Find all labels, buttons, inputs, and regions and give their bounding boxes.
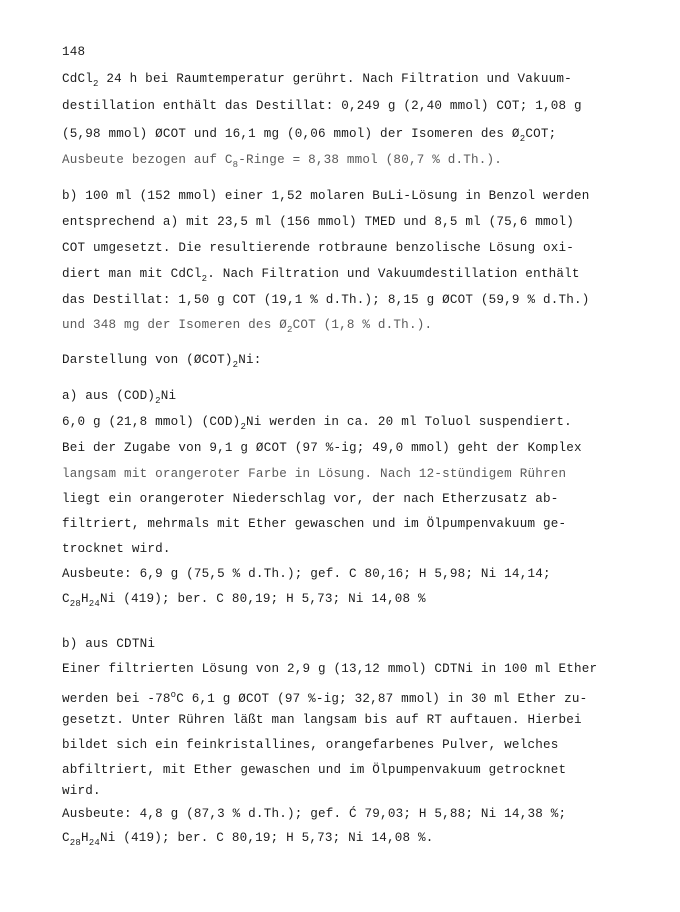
- text-line: [62, 783, 101, 799]
- text-line: [62, 414, 572, 435]
- text-line: [62, 292, 590, 308]
- text-run: b) aus CDTNi: [62, 637, 156, 651]
- text-run: das Destillat: 1,50 g COT (19,1 % d.Th.); 8,15 g ØCOT (59,9 % d.Th.): [62, 293, 590, 307]
- text-line: [62, 516, 566, 532]
- text-run: trocknet wird.: [62, 542, 171, 556]
- text-run: Darstellung von (ØCOT): [62, 353, 233, 367]
- text-run: H: [80, 831, 89, 845]
- text-run: Ni: [160, 389, 177, 403]
- text-run: und 348 mg der Isomeren des Ø: [62, 318, 287, 332]
- text-line: [62, 806, 566, 822]
- superscript: o: [170, 690, 177, 700]
- text-line: [62, 152, 502, 173]
- section-heading: [62, 352, 262, 373]
- text-line: [62, 98, 582, 114]
- text-run: C: [62, 592, 70, 606]
- text-run: 6,0 g (21,8 mmol) (COD): [62, 415, 241, 429]
- text-run: Bei der Zugabe von 9,1 g ØCOT (97 %-ig; 49,0 mmol) geht der Komplex: [62, 441, 582, 455]
- subscript: 2: [155, 396, 161, 406]
- text-run: Ni:: [238, 353, 262, 367]
- text-run: CdCl: [62, 72, 94, 86]
- text-run: C: [62, 831, 70, 845]
- text-run: a) aus (COD): [62, 389, 156, 403]
- text-run: 24 h bei Raumtemperatur gerührt. Nach Filtration und Vakuum-: [98, 72, 572, 86]
- text-line: [62, 440, 582, 456]
- text-line: [62, 566, 551, 582]
- subscript: 24: [88, 599, 100, 609]
- text-line: [62, 830, 434, 851]
- text-run: gesetzt. Unter Rühren läßt man langsam bis auf RT auftauen. Hierbei: [62, 713, 582, 727]
- text-run: COT (1,8 % d.Th.).: [292, 318, 433, 332]
- text-run: Ausbeute bezogen auf C: [62, 153, 233, 167]
- text-line: [62, 591, 426, 612]
- text-run: Ni (419); ber. C 80,19; H 5,73; Ni 14,08 %: [99, 592, 426, 606]
- text-run: bildet sich ein feinkristallines, orangefarbenes Pulver, welches: [62, 738, 559, 752]
- text-line: [62, 71, 572, 92]
- text-run: -Ringe = 8,38 mmol (80,7 % d.Th.).: [238, 153, 503, 167]
- text-run: filtriert, mehrmals mit Ether gewaschen und im Ölpumpenvakuum ge-: [62, 517, 567, 531]
- text-run: Ni werden in ca. 20 ml Toluol suspendiert.: [246, 415, 572, 429]
- text-run: (5,98 mmol) ØCOT und 16,1 mg (0,06 mmol) der Isomeren des Ø: [62, 127, 520, 141]
- page-number: 148: [62, 45, 86, 59]
- text-run: Ausbeute: 6,9 g (75,5 % d.Th.); gef. C 80,16; H 5,98; Ni 14,14;: [62, 567, 551, 581]
- subscript: 2: [286, 325, 293, 335]
- text-run: Einer filtrierten Lösung von 2,9 g (13,12 mmol) CDTNi in 100 ml Ether: [62, 662, 598, 676]
- text-run: wird.: [62, 784, 101, 798]
- text-run: COT umgesetzt. Die resultierende rotbraune benzolische Lösung oxi-: [62, 241, 574, 255]
- text-run: abfiltriert, mit Ether gewaschen und im Ölpumpenvakuum getrocknet: [62, 763, 567, 777]
- subscript: 2: [232, 360, 239, 370]
- text-line: [62, 661, 597, 677]
- text-run: . Nach Filtration und Vakuumdestillation enthält: [207, 267, 580, 281]
- subscript: 2: [519, 134, 526, 144]
- text-line: [62, 317, 432, 338]
- text-run: H: [80, 592, 89, 606]
- text-run: Ni (419); ber. C 80,19; H 5,73; Ni 14,08 %.: [99, 831, 434, 845]
- text-run: diert man mit CdCl: [62, 267, 202, 281]
- subscript: 28: [69, 599, 81, 609]
- subscript: 24: [88, 838, 100, 848]
- text-run: COT;: [525, 127, 557, 141]
- text-line: [62, 214, 574, 230]
- subscript: 8: [232, 160, 239, 170]
- text-run: b) 100 ml (152 mmol) einer 1,52 molaren BuLi-Lösung in Benzol werden: [62, 189, 590, 203]
- text-run: entsprechend a) mit 23,5 ml (156 mmol) TMED und 8,5 ml (75,6 mmol): [62, 215, 574, 229]
- text-line: [62, 541, 171, 557]
- text-run: werden bei -78: [62, 692, 171, 706]
- text-line: [62, 240, 574, 256]
- text-line: [62, 737, 558, 753]
- subscript: 2: [93, 79, 99, 89]
- text-line: [62, 491, 558, 507]
- text-run: destillation enthält das Destillat: 0,249 g (2,40 mmol) COT; 1,08 g: [62, 99, 582, 113]
- subscript: 2: [201, 274, 208, 284]
- text-line: [62, 762, 566, 778]
- text-line: [62, 466, 566, 482]
- subscript: 2: [240, 422, 247, 432]
- text-line: [62, 266, 580, 287]
- text-line: [62, 687, 587, 707]
- text-run: liegt ein orangeroter Niederschlag vor, der nach Etherzusatz ab-: [62, 492, 559, 506]
- text-line: [62, 188, 590, 204]
- text-line: [62, 712, 582, 728]
- text-run: Ausbeute: 4,8 g (87,3 % d.Th.); gef. Ć 79,03; H 5,88; Ni 14,38 %;: [62, 807, 567, 821]
- subscript: 28: [69, 838, 81, 848]
- text-run: langsam mit orangeroter Farbe in Lösung. Nach 12-stündigem Rühren: [62, 467, 567, 481]
- text-line: [62, 126, 556, 147]
- subsection-heading: [62, 388, 176, 409]
- subsection-heading: [62, 636, 155, 652]
- text-run: C 6,1 g ØCOT (97 %-ig; 32,87 mmol) in 30 ml Ether zu-: [176, 692, 588, 706]
